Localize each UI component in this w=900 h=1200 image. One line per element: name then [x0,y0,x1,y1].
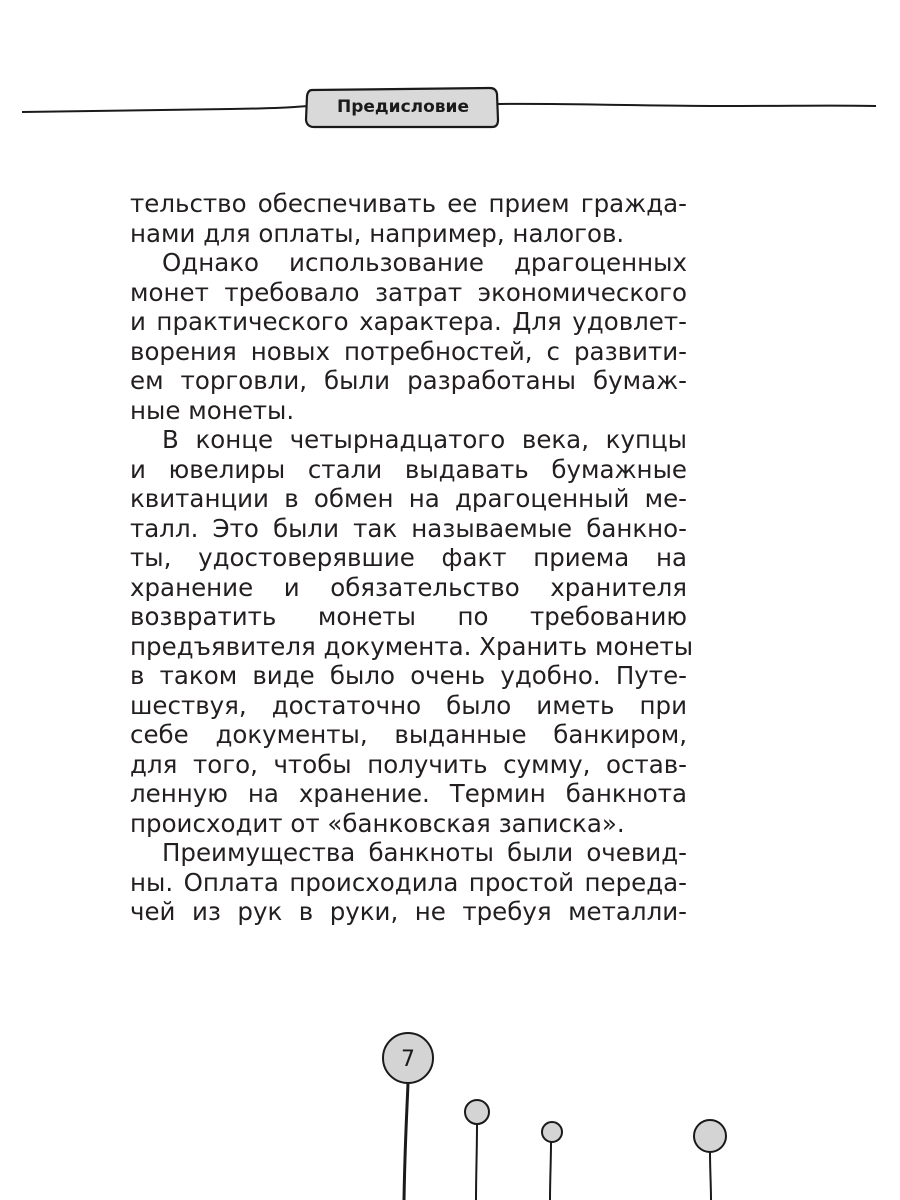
header-line-left [22,106,308,112]
text-line: нами для оплаты, например, налогов. [130,218,625,248]
body-text [130,189,694,927]
section-title: Предисловие [337,97,469,117]
text-line: ем торговли, были разработаны бумаж- [130,366,687,395]
text-line: хранение и обязательство хранителя [130,572,687,602]
text-line: ны. Оплата происходила простой переда- [130,867,687,897]
text-line: квитанции в обмен на драгоценный ме- [130,484,687,513]
text-line: монет требовало затрат экономического [130,277,687,307]
text-line: для того, чтобы получить сумму, остав- [130,749,687,779]
text-line: происходит от «банковская записка». [130,808,625,838]
text-line: талл. Это были так называемые банкно- [130,513,687,543]
text-line: Преимущества банкноты были очевид- [162,838,687,867]
text-line: Однако использование драгоценных [162,248,687,277]
text-line: чей из рук в руки, не требуя металли- [130,897,687,926]
decorative-dot [465,1100,489,1124]
dot-stem [476,1124,477,1200]
page-number-stem [404,1083,408,1200]
text-line: ворения новых потребностей, с развити- [130,336,687,366]
text-line: возвратить монеты по требованию [130,602,687,631]
decorative-dot [694,1120,726,1152]
text-line: ленную на хранение. Термин банкнота [130,779,687,808]
dot-stem [550,1142,551,1200]
decorative-dot [542,1122,562,1142]
header-line-right [498,104,876,106]
text-line: и практического характера. Для удовлет- [130,307,687,336]
text-line: шествуя, достаточно было иметь при [130,690,687,720]
text-line: предъявителя документа. Хранить монеты [130,631,694,661]
text-line: в таком виде было очень удобно. Путе- [130,661,687,690]
text-line: В конце четырнадцатого века, купцы [162,425,687,454]
text-line: себе документы, выданные банкиром, [130,720,687,749]
text-line: ты, удостоверявшие факт приема на [130,543,687,572]
text-line: тельство обеспечивать ее прием гражда- [130,189,687,218]
text-line: ные монеты. [130,395,295,425]
page-number: 7 [401,1046,415,1072]
dot-stem [710,1152,711,1200]
footer-decoration [0,1020,900,1200]
text-line: и ювелиры стали выдавать бумажные [130,454,687,484]
